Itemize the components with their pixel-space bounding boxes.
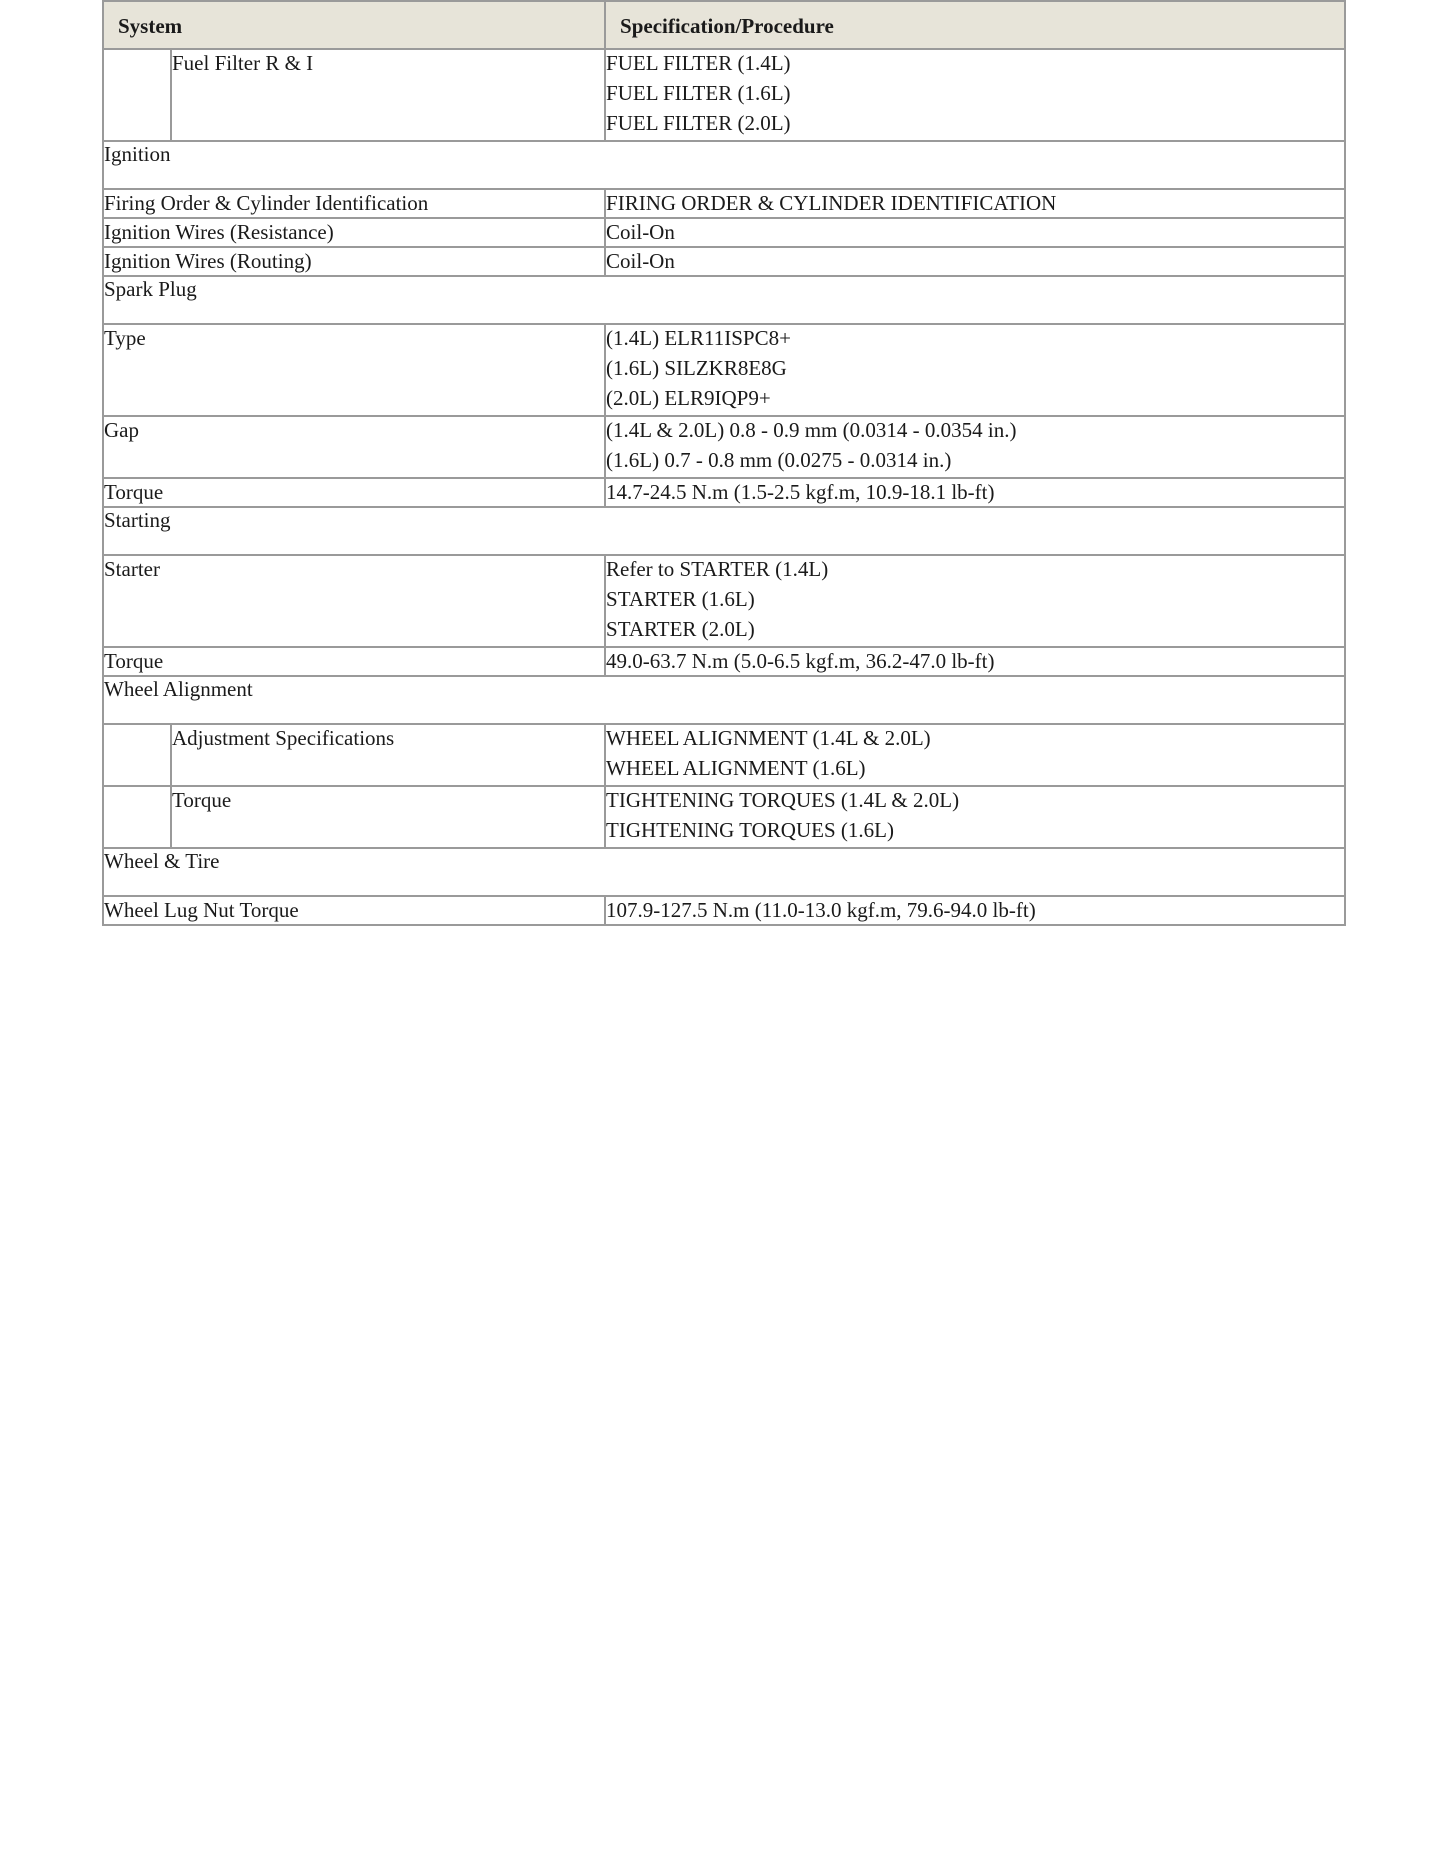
- row-name: Type: [103, 324, 605, 416]
- section-row: [103, 848, 1345, 896]
- row-name: Adjustment Specifications: [171, 724, 605, 786]
- section-title: Wheel & Tire: [103, 848, 1345, 896]
- spec-link[interactable]: STARTER (2.0L): [606, 617, 755, 641]
- table-row: [103, 324, 1345, 416]
- spec-link[interactable]: Refer to STARTER (1.4L): [606, 557, 829, 581]
- row-spec: Coil-On: [605, 247, 1345, 276]
- row-spec: Coil-On: [605, 218, 1345, 247]
- row-name: Ignition Wires (Resistance): [103, 218, 605, 247]
- table-row: [103, 786, 1345, 848]
- spec-link[interactable]: STARTER (1.6L): [606, 587, 755, 611]
- spec-link[interactable]: FUEL FILTER (2.0L): [606, 111, 791, 135]
- row-name: Torque: [103, 647, 605, 676]
- row-spec: (1.4L & 2.0L) 0.8 - 0.9 mm (0.0314 - 0.0354 in.) (1.6L) 0.7 - 0.8 mm (0.0275 - 0.0314 in.): [605, 416, 1345, 478]
- table-row: [103, 896, 1345, 925]
- indent-cell: [103, 49, 171, 141]
- row-spec: 49.0-63.7 N.m (5.0-6.5 kgf.m, 36.2-47.0 lb-ft): [605, 647, 1345, 676]
- table-row: [103, 218, 1345, 247]
- row-name: Fuel Filter R & I: [171, 49, 605, 141]
- spec-link[interactable]: FUEL FILTER (1.4L): [606, 51, 791, 75]
- header-spec: Specification/Procedure: [605, 1, 1345, 49]
- indent-cell: [103, 786, 171, 848]
- table-row: [103, 478, 1345, 507]
- row-spec: [605, 724, 1345, 786]
- row-spec: 14.7-24.5 N.m (1.5-2.5 kgf.m, 10.9-18.1 lb-ft): [605, 478, 1345, 507]
- table-row: [103, 724, 1345, 786]
- section-row: [103, 276, 1345, 324]
- row-spec: [605, 555, 1345, 647]
- section-row: [103, 507, 1345, 555]
- row-spec: [605, 786, 1345, 848]
- row-name: Gap: [103, 416, 605, 478]
- row-spec: [605, 189, 1345, 218]
- row-name: Firing Order & Cylinder Identification: [103, 189, 605, 218]
- spec-link[interactable]: WHEEL ALIGNMENT (1.4L & 2.0L): [606, 726, 931, 750]
- spec-link[interactable]: TIGHTENING TORQUES (1.4L & 2.0L): [606, 788, 960, 812]
- table-row: [103, 416, 1345, 478]
- section-row: [103, 141, 1345, 189]
- row-spec: [605, 49, 1345, 141]
- section-title: Starting: [103, 507, 1345, 555]
- row-name: Starter: [103, 555, 605, 647]
- table-row: [103, 49, 1345, 141]
- row-spec: 107.9-127.5 N.m (11.0-13.0 kgf.m, 79.6-94.0 lb-ft): [605, 896, 1345, 925]
- table-row: [103, 647, 1345, 676]
- spec-link[interactable]: FUEL FILTER (1.6L): [606, 81, 791, 105]
- row-name: Torque: [103, 478, 605, 507]
- table-row: [103, 555, 1345, 647]
- row-name: Wheel Lug Nut Torque: [103, 896, 605, 925]
- spec-table: [102, 0, 1346, 926]
- header-system: System: [103, 1, 605, 49]
- section-title: Ignition: [103, 141, 1345, 189]
- table-row: [103, 189, 1345, 218]
- indent-cell: [103, 724, 171, 786]
- spec-link[interactable]: TIGHTENING TORQUES (1.6L): [606, 818, 894, 842]
- section-title: Spark Plug: [103, 276, 1345, 324]
- table-row: [103, 247, 1345, 276]
- section-row: [103, 676, 1345, 724]
- section-title: Wheel Alignment: [103, 676, 1345, 724]
- table-header-row: [103, 1, 1345, 49]
- spec-link[interactable]: WHEEL ALIGNMENT (1.6L): [606, 756, 866, 780]
- spec-link[interactable]: FIRING ORDER & CYLINDER IDENTIFICATION: [606, 191, 1057, 215]
- row-spec: (1.4L) ELR11ISPC8+ (1.6L) SILZKR8E8G (2.0L) ELR9IQP9+: [605, 324, 1345, 416]
- row-name: Torque: [171, 786, 605, 848]
- row-name: Ignition Wires (Routing): [103, 247, 605, 276]
